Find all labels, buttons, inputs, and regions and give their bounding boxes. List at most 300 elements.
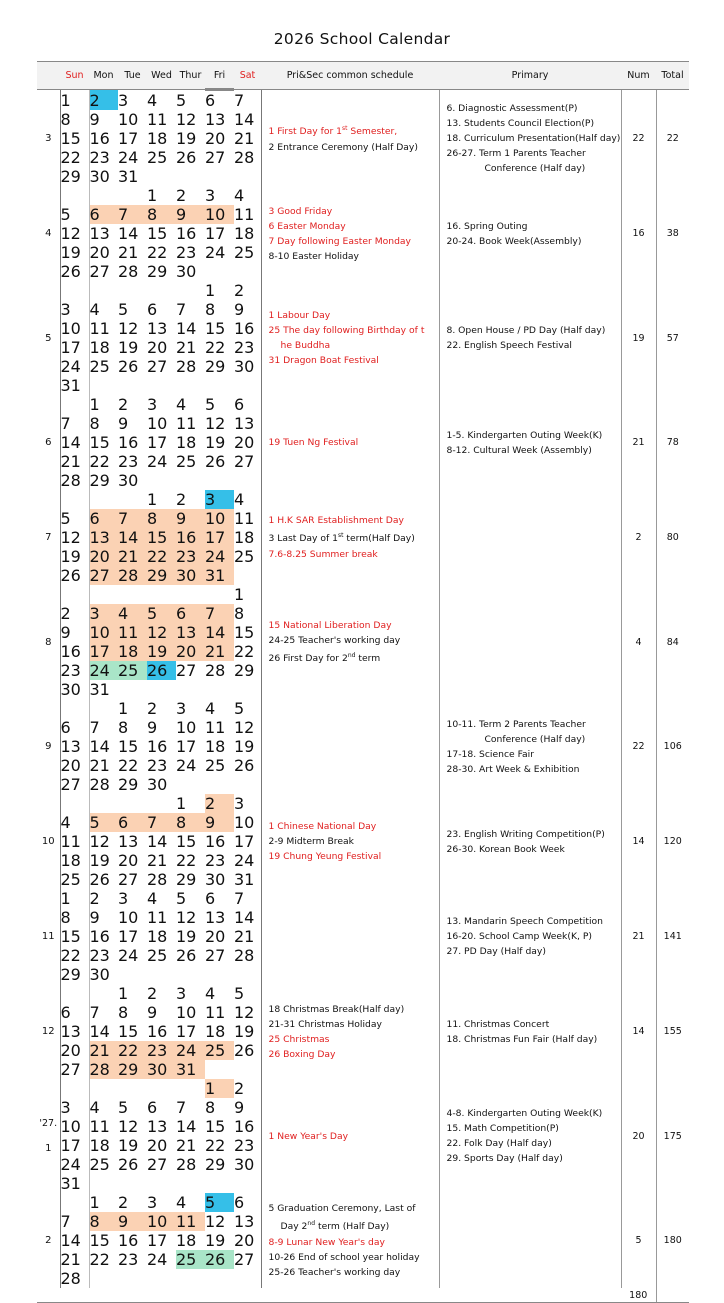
date-cell: [234, 167, 261, 186]
date-cell: 19: [89, 851, 110, 870]
date-cell: 17: [147, 433, 168, 452]
cumulative-total: 180: [663, 1235, 682, 1246]
week-row: [37, 281, 689, 300]
date-cell: 27: [60, 1060, 89, 1079]
date-cell: 19: [176, 927, 197, 946]
date-cell: 3: [205, 490, 234, 509]
date-cell: 3: [60, 1098, 89, 1117]
date-cell: 17: [60, 338, 89, 357]
week-row: [37, 984, 689, 1003]
date-cell: 19: [60, 243, 89, 262]
date-cell: 24: [205, 547, 234, 566]
date-cell: 10: [60, 319, 89, 338]
date-cell: [89, 490, 118, 509]
date-cell: 9: [89, 110, 100, 129]
date-cell: [205, 680, 234, 699]
date-cell: 23: [176, 547, 205, 566]
date-cell: 1: [60, 889, 89, 908]
cumulative-total: 120: [663, 836, 682, 847]
date-cell: 4: [234, 186, 245, 205]
date-cell: 4: [147, 90, 158, 110]
common-schedule-cell: [261, 889, 439, 984]
date-cell: 28: [147, 870, 168, 889]
primary-event: Conference (Half day): [484, 733, 586, 745]
day-header-tue: Tue: [118, 62, 147, 90]
primary-schedule-cell: [439, 186, 621, 281]
date-cell: [60, 585, 89, 604]
date-cell: 19: [234, 737, 255, 756]
school-days-count: 14: [621, 984, 656, 1079]
date-cell: 29: [118, 1060, 147, 1079]
date-cell: 6: [89, 509, 118, 528]
schedule-event: 1 Chinese National Day: [268, 821, 377, 832]
primary-event: 28-30. Art Week & Exhibition: [446, 763, 580, 775]
date-cell: 27: [147, 357, 168, 376]
date-cell: 15: [60, 129, 89, 148]
primary-event: 20-24. Book Week(Assembly): [446, 235, 582, 247]
common-schedule-cell: [261, 794, 439, 889]
schedule-event: 1 First Day for 1st Semester,: [268, 125, 398, 138]
date-cell: 20: [60, 1041, 89, 1060]
date-cell: 12: [118, 1117, 139, 1136]
date-cell: 13: [60, 1022, 89, 1041]
date-cell: 25: [118, 661, 147, 680]
date-cell: 16: [118, 433, 139, 452]
date-cell: 8: [205, 1098, 216, 1117]
date-cell: 9: [147, 718, 158, 737]
date-cell: 23: [118, 1250, 139, 1269]
date-cell: 17: [118, 129, 139, 148]
date-cell: 20: [89, 243, 110, 262]
date-cell: 17: [118, 927, 139, 946]
schedule-event: Day 2nd term (Half Day): [280, 1220, 390, 1233]
date-cell: 14: [205, 623, 234, 642]
date-cell: 4: [89, 300, 100, 319]
date-cell: 5: [176, 889, 187, 908]
week-row: [37, 1079, 689, 1098]
date-cell: 29: [60, 167, 89, 186]
date-cell: 28: [118, 262, 139, 281]
date-cell: 2: [147, 699, 158, 718]
cumulative-total: 57: [666, 332, 679, 344]
month-label: 2: [37, 1193, 60, 1288]
date-cell: [205, 585, 234, 604]
primary-event: 22. Folk Day (Half day): [446, 1138, 552, 1149]
date-cell: 14: [176, 319, 197, 338]
date-cell: 11: [205, 718, 226, 737]
date-cell: 27: [234, 452, 255, 471]
date-cell: [205, 1174, 234, 1193]
date-cell: [118, 186, 147, 205]
week-row: [37, 186, 689, 205]
date-cell: 4: [234, 490, 245, 509]
date-cell: 1: [60, 90, 89, 111]
date-cell: 29: [147, 262, 168, 281]
date-cell: 23: [147, 756, 168, 775]
date-cell: 30: [89, 167, 110, 186]
date-cell: 28: [205, 661, 226, 680]
total-header: Total: [656, 62, 689, 90]
school-calendar-table: [37, 61, 689, 1303]
date-cell: 27: [118, 870, 139, 889]
month-label: 9: [37, 699, 60, 794]
date-cell: 14: [234, 110, 255, 129]
date-cell: 15: [118, 737, 139, 756]
date-cell: 3: [176, 699, 187, 718]
date-cell: 3: [118, 90, 129, 110]
date-cell: 2: [89, 90, 118, 111]
schedule-event: 21-31 Christmas Holiday: [268, 1018, 382, 1030]
schedule-event: 19 Chung Yeung Festival: [268, 851, 382, 862]
date-cell: 11: [89, 319, 110, 338]
date-cell: [234, 262, 261, 281]
date-cell: 4: [176, 1193, 187, 1212]
date-cell: 4: [60, 813, 89, 832]
school-days-count: 4: [621, 585, 656, 699]
date-cell: [118, 281, 147, 300]
date-cell: 11: [176, 414, 197, 433]
date-cell: 26: [205, 452, 226, 471]
date-cell: 6: [60, 718, 89, 737]
date-cell: 7: [176, 300, 187, 319]
month-label: [37, 1079, 60, 1193]
date-cell: [118, 680, 147, 699]
date-cell: 21: [118, 243, 139, 262]
schedule-event: 7.6-8.25 Summer break: [268, 548, 378, 560]
date-cell: 27: [89, 566, 118, 585]
date-cell: 24: [60, 1155, 89, 1174]
day-header-wed: Wed: [147, 62, 176, 90]
date-cell: 13: [176, 623, 205, 642]
date-cell: 9: [176, 509, 205, 528]
schedule-event: 6 Easter Monday: [268, 220, 346, 232]
date-cell: 12: [205, 414, 226, 433]
date-cell: 15: [60, 927, 89, 946]
date-cell: 13: [205, 908, 226, 927]
date-cell: 8: [176, 813, 205, 832]
date-cell: 3: [147, 1193, 158, 1212]
date-cell: [147, 965, 176, 984]
header-row: [37, 62, 689, 90]
common-schedule-cell: [261, 699, 439, 794]
date-cell: 5: [176, 90, 187, 110]
date-cell: [176, 1269, 205, 1288]
date-cell: 29: [60, 965, 89, 984]
date-cell: 8: [234, 604, 245, 623]
schedule-event: 7 Day following Easter Monday: [268, 235, 411, 247]
primary-event: 18. Christmas Fun Fair (Half day): [446, 1033, 598, 1045]
date-cell: 19: [147, 642, 176, 661]
date-cell: 4: [205, 984, 216, 1003]
date-cell: 15: [89, 433, 110, 452]
date-cell: 26: [176, 946, 197, 965]
date-cell: 11: [205, 1003, 226, 1022]
date-cell: 22: [89, 1250, 110, 1269]
schedule-event: 3 Last Day of 1st term(Half Day): [268, 532, 415, 545]
date-cell: 18: [147, 129, 168, 148]
date-cell: 24: [89, 661, 118, 680]
date-cell: [234, 1269, 261, 1288]
date-cell: 21: [205, 642, 234, 661]
common-schedule-cell: [261, 1193, 439, 1288]
date-cell: 8: [89, 1212, 118, 1231]
date-cell: 10: [176, 718, 197, 737]
date-cell: 7: [176, 1098, 187, 1117]
date-cell: 13: [234, 1212, 255, 1231]
date-cell: 20: [60, 756, 89, 775]
date-cell: 2: [176, 186, 187, 205]
date-cell: 7: [118, 509, 147, 528]
schedule-event: 26 First Day for 2nd term: [268, 651, 381, 665]
date-cell: [176, 471, 205, 490]
week-row: [37, 699, 689, 718]
date-cell: 24: [60, 357, 89, 376]
date-cell: 27: [234, 1250, 255, 1269]
date-cell: 18: [89, 338, 110, 357]
date-cell: 16: [60, 642, 89, 661]
primary-schedule-cell: [439, 1193, 621, 1288]
date-cell: [118, 794, 147, 813]
date-cell: 12: [118, 319, 139, 338]
date-cell: 9: [118, 1212, 147, 1231]
date-cell: 20: [234, 433, 255, 452]
date-cell: 22: [176, 851, 197, 870]
date-cell: [147, 376, 176, 395]
date-cell: [118, 1079, 147, 1098]
date-cell: 4: [176, 395, 187, 414]
primary-event: 11. Christmas Concert: [446, 1018, 550, 1030]
date-cell: 22: [60, 946, 89, 965]
date-cell: 18: [89, 1136, 110, 1155]
date-cell: 28: [176, 357, 197, 376]
day-header-mon: Mon: [89, 62, 118, 90]
date-cell: 23: [118, 452, 139, 471]
primary-schedule-cell: [439, 699, 621, 794]
date-cell: 2: [118, 395, 129, 414]
date-cell: 12: [60, 224, 89, 243]
date-cell: 14: [176, 1117, 197, 1136]
date-cell: 12: [234, 718, 255, 737]
date-cell: [176, 167, 205, 186]
date-cell: 25: [147, 148, 168, 167]
date-cell: 9: [234, 1098, 245, 1117]
date-cell: 4: [118, 604, 147, 623]
primary-schedule-cell: [439, 794, 621, 889]
month-header: [37, 62, 60, 90]
date-cell: 25: [60, 870, 89, 889]
primary-schedule-cell: [439, 490, 621, 585]
primary-event: 8. Open House / PD Day (Half day): [446, 325, 606, 336]
date-cell: 26: [234, 1041, 255, 1060]
schedule-event: 8-10 Easter Holiday: [268, 250, 359, 262]
date-cell: [147, 1079, 176, 1098]
date-cell: 30: [118, 471, 139, 490]
date-cell: 9: [176, 205, 205, 224]
date-cell: 20: [234, 1231, 255, 1250]
primary-event: 1-5. Kindergarten Outing Week(K): [446, 429, 603, 441]
date-cell: 17: [205, 528, 234, 547]
date-cell: 6: [147, 300, 158, 319]
school-days-count: 21: [621, 889, 656, 984]
date-cell: 17: [234, 832, 255, 851]
date-cell: 5: [60, 509, 89, 528]
date-cell: [60, 490, 89, 509]
date-cell: 28: [234, 148, 255, 167]
date-cell: 31: [234, 870, 255, 889]
date-cell: 11: [147, 110, 168, 129]
date-cell: [234, 376, 261, 395]
date-cell: 2: [205, 794, 234, 813]
date-cell: 4: [205, 699, 216, 718]
date-cell: 23: [89, 946, 110, 965]
date-cell: 10: [118, 110, 139, 129]
date-cell: 22: [118, 1041, 147, 1060]
date-cell: [205, 471, 234, 490]
date-cell: [176, 680, 205, 699]
date-cell: 15: [234, 623, 255, 642]
date-cell: 31: [205, 566, 234, 585]
date-cell: 1: [118, 984, 129, 1003]
date-cell: 21: [176, 1136, 197, 1155]
date-cell: [205, 965, 234, 984]
date-cell: [147, 680, 176, 699]
date-cell: 6: [60, 1003, 89, 1022]
date-cell: 20: [205, 129, 226, 148]
date-cell: 12: [176, 110, 197, 129]
date-cell: 9: [118, 414, 129, 433]
date-cell: 18: [60, 851, 89, 870]
date-cell: 26: [205, 1250, 234, 1269]
week-row: [37, 889, 689, 908]
date-cell: 24: [205, 243, 226, 262]
school-days-count: 16: [621, 186, 656, 281]
date-cell: 13: [147, 1117, 168, 1136]
date-cell: 12: [234, 1003, 255, 1022]
date-cell: 15: [205, 1117, 226, 1136]
date-cell: 17: [147, 1231, 168, 1250]
date-cell: 10: [60, 1117, 89, 1136]
month-label: 6: [37, 395, 60, 490]
date-cell: 22: [147, 243, 168, 262]
date-cell: 3: [176, 984, 187, 1003]
date-cell: 15: [89, 1231, 110, 1250]
date-cell: 8: [118, 718, 129, 737]
date-cell: 8: [205, 300, 216, 319]
school-days-count: 19: [621, 281, 656, 395]
date-cell: 1: [118, 699, 129, 718]
num-header: Num: [621, 62, 656, 90]
date-cell: 6: [205, 91, 216, 110]
date-cell: 8: [60, 908, 89, 927]
date-cell: 17: [176, 737, 197, 756]
date-cell: 6: [89, 205, 118, 224]
date-cell: 1: [89, 1193, 100, 1212]
date-cell: 12: [60, 528, 89, 547]
date-cell: 3: [205, 186, 216, 205]
common-schedule-cell: [261, 186, 439, 281]
primary-event: 22. English Speech Festival: [446, 340, 572, 351]
date-cell: 3: [118, 889, 129, 908]
date-cell: 12: [176, 908, 197, 927]
date-cell: 18: [205, 1022, 226, 1041]
date-cell: [147, 794, 176, 813]
date-cell: 24: [118, 946, 139, 965]
date-cell: 23: [176, 243, 197, 262]
date-cell: 27: [205, 946, 226, 965]
date-cell: 1: [205, 1079, 234, 1098]
day-header-thur: Thur: [176, 62, 205, 90]
date-cell: 24: [234, 851, 255, 870]
common-schedule-cell: [261, 984, 439, 1079]
date-cell: 25: [234, 243, 255, 262]
date-cell: [205, 775, 234, 794]
date-cell: [118, 965, 147, 984]
date-cell: [234, 566, 261, 585]
date-cell: [234, 1174, 261, 1193]
date-cell: 26: [234, 756, 255, 775]
date-cell: 22: [205, 1136, 226, 1155]
primary-event: 17-18. Science Fair: [446, 748, 534, 760]
date-cell: 11: [176, 1212, 205, 1231]
date-cell: [176, 965, 205, 984]
primary-schedule-cell: [439, 889, 621, 984]
date-cell: [60, 984, 89, 1003]
date-cell: 9: [147, 1003, 158, 1022]
school-days-count: 22: [621, 699, 656, 794]
date-cell: 30: [176, 566, 205, 585]
date-cell: 23: [147, 1041, 176, 1060]
date-cell: 16: [234, 1117, 255, 1136]
date-cell: 7: [89, 1003, 100, 1022]
cumulative-total: 38: [666, 228, 679, 239]
date-cell: 2: [89, 889, 100, 908]
day-header-sat: Sat: [234, 62, 261, 90]
date-cell: 2: [60, 604, 89, 623]
date-cell: [234, 775, 261, 794]
date-cell: 25: [176, 452, 197, 471]
date-cell: 13: [234, 414, 255, 433]
date-cell: [234, 965, 261, 984]
date-cell: 30: [176, 262, 197, 281]
date-cell: 31: [118, 167, 139, 186]
date-cell: 20: [176, 642, 205, 661]
date-cell: 20: [89, 547, 118, 566]
date-cell: 22: [118, 756, 139, 775]
date-cell: 27: [176, 661, 197, 680]
schedule-event: 25 Christmas: [268, 1033, 330, 1045]
date-cell: 10: [176, 1003, 197, 1022]
common-schedule-cell: [261, 1079, 439, 1193]
school-days-count: 21: [621, 395, 656, 490]
week-row: [37, 1193, 689, 1212]
date-cell: 5: [234, 699, 245, 718]
date-cell: 30: [234, 357, 255, 376]
primary-schedule-cell: [439, 395, 621, 490]
date-cell: 19: [205, 1231, 226, 1250]
date-cell: 24: [176, 1041, 205, 1060]
date-cell: 25: [205, 756, 226, 775]
date-cell: 14: [60, 1231, 89, 1250]
schedule-event: 24-25 Teacher's working day: [268, 634, 401, 646]
date-cell: 7: [234, 889, 245, 908]
primary-schedule-cell: [439, 90, 621, 187]
date-cell: [89, 699, 118, 718]
date-cell: 18: [176, 433, 197, 452]
date-cell: 16: [176, 224, 197, 243]
date-cell: [205, 1060, 234, 1079]
date-cell: [118, 585, 147, 604]
date-cell: 28: [89, 1060, 118, 1079]
